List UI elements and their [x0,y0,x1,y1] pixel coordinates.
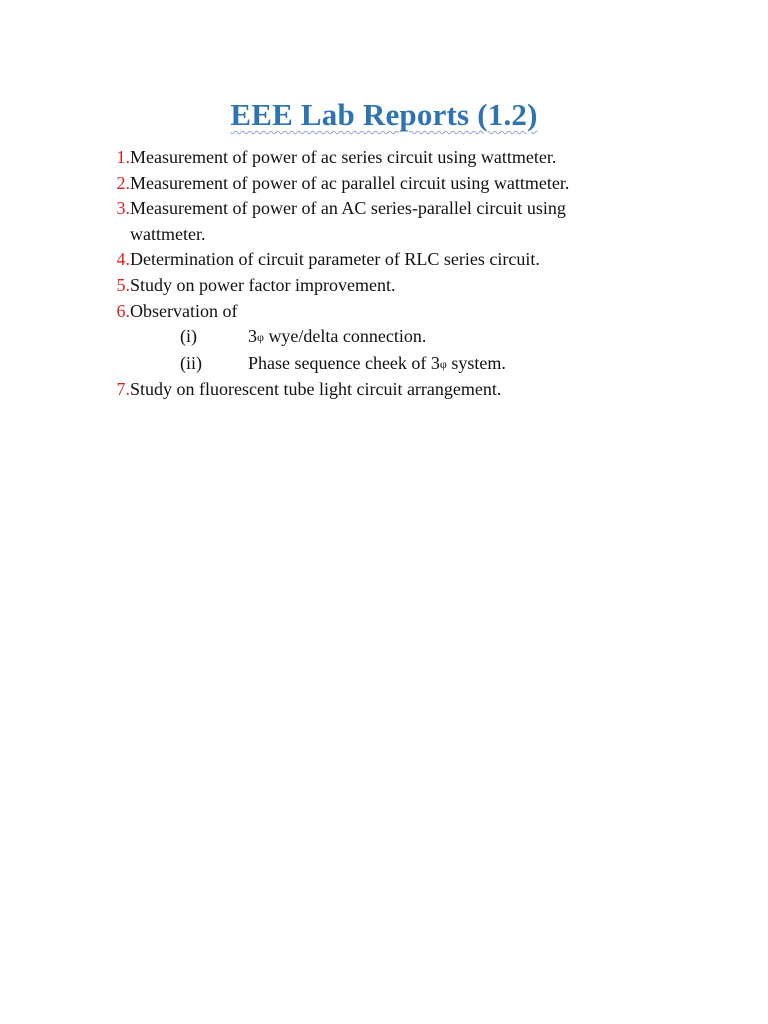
list-item-number: 1. [116,147,130,167]
page-title-text: EEE Lab Reports (1.2) [230,97,538,132]
list-item [96,377,696,403]
list-item [96,299,696,325]
list-item-text: Measurement of power of ac series circuit using wattmeter. [130,147,557,167]
sub-list-item-prefix: 3 [248,326,257,347]
sub-list-item-number: (i) [180,326,197,347]
sub-list-item-suffix: wye/delta connection. [263,326,427,347]
phi-symbol: φ [439,356,447,371]
list-item-text: Measurement of power of an AC series-parallel circuit using wattmeter. [130,198,566,244]
list-item-number: 5. [116,274,130,295]
sub-list-item-text [248,324,696,351]
list-item [96,247,696,273]
sub-list-item-suffix: system. [446,352,506,373]
lab-report-list [96,145,696,403]
list-item-text: Measurement of power of ac parallel circuit using wattmeter. [130,172,570,193]
list-item-text: Study on fluorescent tube light circuit arrangement. [130,379,502,400]
sub-list-item-prefix: Phase sequence cheek of 3 [248,352,440,373]
sub-list-item [96,351,696,378]
list-item-number: 3. [116,198,130,219]
phi-symbol: φ [257,330,264,345]
list-item [96,273,696,299]
page-title [0,93,768,137]
sub-list-item-text [248,351,696,378]
list-item [96,145,696,171]
list-item-number: 4. [116,249,130,270]
sub-list-item-number: (ii) [180,352,202,373]
list-item-text: Observation of [130,300,238,321]
list-item-number: 2. [116,172,130,193]
list-item-text: Determination of circuit parameter of RLC series circuit. [130,249,540,270]
list-item-number: 6. [116,300,130,321]
list-item-number: 7. [116,379,130,400]
list-item [96,196,696,247]
list-item [96,171,696,197]
list-item-text: Study on power factor improvement. [130,274,396,295]
sub-list-item [96,324,696,351]
